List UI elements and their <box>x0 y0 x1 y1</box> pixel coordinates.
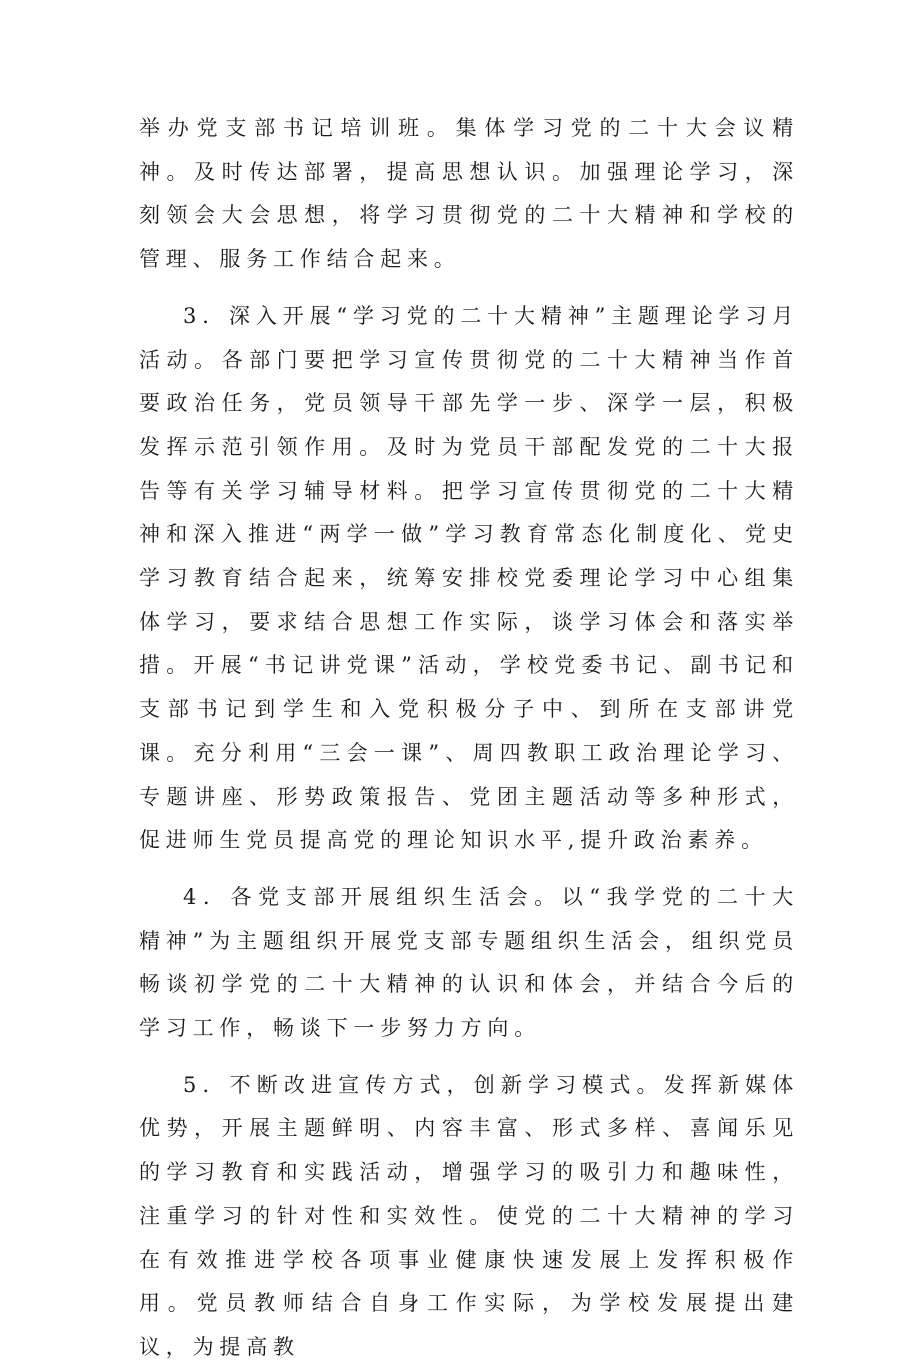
paragraph-item-4: 4．各党支部开展组织生活会。以“我学党的二十大精神”为主题组织开展党支部专题组织生活会，组织党员畅谈初学党的二十大精神的认识和体会，并结合今后的学习工作，畅谈下一步努力方向。 <box>139 884 799 1041</box>
paragraph-continued: 举办党支部书记培训班。集体学习党的二十大会议精神。及时传达部署，提高思想认识。加强理论学习，深刻领会大会思想，将学习贯彻党的二十大精神和学校的管理、服务工作结合起来。 <box>139 116 799 272</box>
document-body <box>139 107 799 1370</box>
paragraph-item-5: 5．不断改进宣传方式，创新学习模式。发挥新媒体优势，开展主题鲜明、内容丰富、形式多样、喜闻乐见的学习教育和实践活动，增强学习的吸引力和趣味性，注重学习的针对性和实效性。使党的二十大精神的学习在有效推进学校各项事业健康快速发展上发挥积极作用。党员教师结合自身工作实际，为学校发展提出建议，为提高教 <box>139 1072 799 1359</box>
paragraph-item-3: 3．深入开展“学习党的二十大精神”主题理论学习月活动。各部门要把学习宣传贯彻党的二十大精神当作首要政治任务，党员领导干部先学一步、深学一层，积极发挥示范引领作用。及时为党员干部配发党的二十大报告等有关学习辅导材料。把学习宣传贯彻党的二十大精神和深入推进“两学一做”学习教育常态化制度化、党史学习教育结合起来，统筹安排校党委理论学习中心组集体学习，要求结合思想工作实际，谈学习体会和落实举措。开展“书记讲党课”活动，学校党委书记、副书记和支部书记到学生和入党积极分子中、到所在支部讲党课。充分利用“三会一课”、周四教职工政治理论学习、专题讲座、形势政策报告、党团主题活动等多种形式，促进师生党员提高党的理论知识水平,提升政治素养。 <box>139 303 799 853</box>
